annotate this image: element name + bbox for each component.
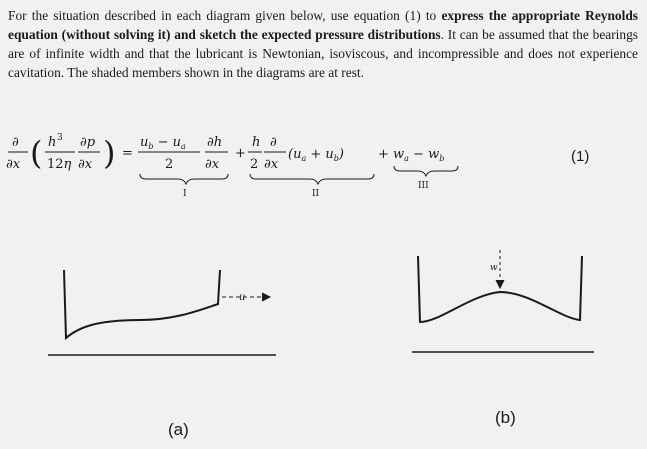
diagram-b-label: (b) — [495, 408, 516, 427]
svg-text:2: 2 — [165, 157, 174, 172]
velocity-label-w: w — [490, 263, 498, 273]
term-label-3: III — [418, 181, 429, 191]
svg-text:=: = — [122, 146, 133, 161]
svg-text:wa − wb: $w_a - w_b$ — [393, 147, 445, 163]
svg-text:): ) — [103, 134, 116, 172]
diagram-a-label: (a) — [168, 420, 189, 439]
svg-text:3: 3 — [57, 133, 63, 143]
term-label-1: I — [183, 189, 187, 199]
term-label-2: II — [312, 189, 320, 199]
svg-text:∂p: ∂p — [80, 135, 96, 150]
svg-text:∂x: ∂x — [205, 157, 220, 172]
svg-text:+: + — [235, 146, 246, 161]
svg-text:+: + — [378, 147, 389, 162]
svg-text:(ua + ub): $(u_a + u_b)$ — [288, 147, 344, 163]
svg-text:∂: ∂ — [270, 135, 277, 150]
svg-text:∂h: ∂h — [207, 135, 223, 150]
equation-number: (1) — [571, 148, 590, 165]
svg-text:12η: 12η — [47, 157, 72, 172]
diagrams — [0, 230, 647, 400]
svg-text:(: ( — [30, 134, 43, 172]
diagram-b — [412, 250, 594, 352]
diagram-a — [48, 270, 276, 355]
svg-text:ub − ua: $u_b - u_a$ — [140, 135, 186, 151]
svg-text:∂: ∂ — [12, 135, 19, 150]
problem-statement — [8, 6, 638, 82]
reynolds-equation — [0, 128, 647, 203]
statement-bold-part: express the appropriate Reynolds equation (without solving it) and sketch the expected pressure distributions — [8, 8, 638, 42]
velocity-label-u: u — [239, 292, 246, 303]
statement-part-2: . It can be assumed that the bearings are of infinite width and that the lubricant is Newtonian, isoviscous, and incompressible and does not experience cavitation. The shaded members shown in the diagrams are at rest. — [8, 27, 638, 80]
svg-text:2: 2 — [250, 157, 259, 172]
svg-text:h: h — [252, 135, 261, 150]
svg-text:h: h — [48, 135, 57, 150]
svg-text:∂x: ∂x — [6, 157, 21, 172]
statement-part-1: For the situation described in each diagram given below, use equation (1) to — [8, 8, 442, 23]
svg-text:∂x: ∂x — [78, 157, 93, 172]
svg-text:∂x: ∂x — [264, 157, 279, 172]
